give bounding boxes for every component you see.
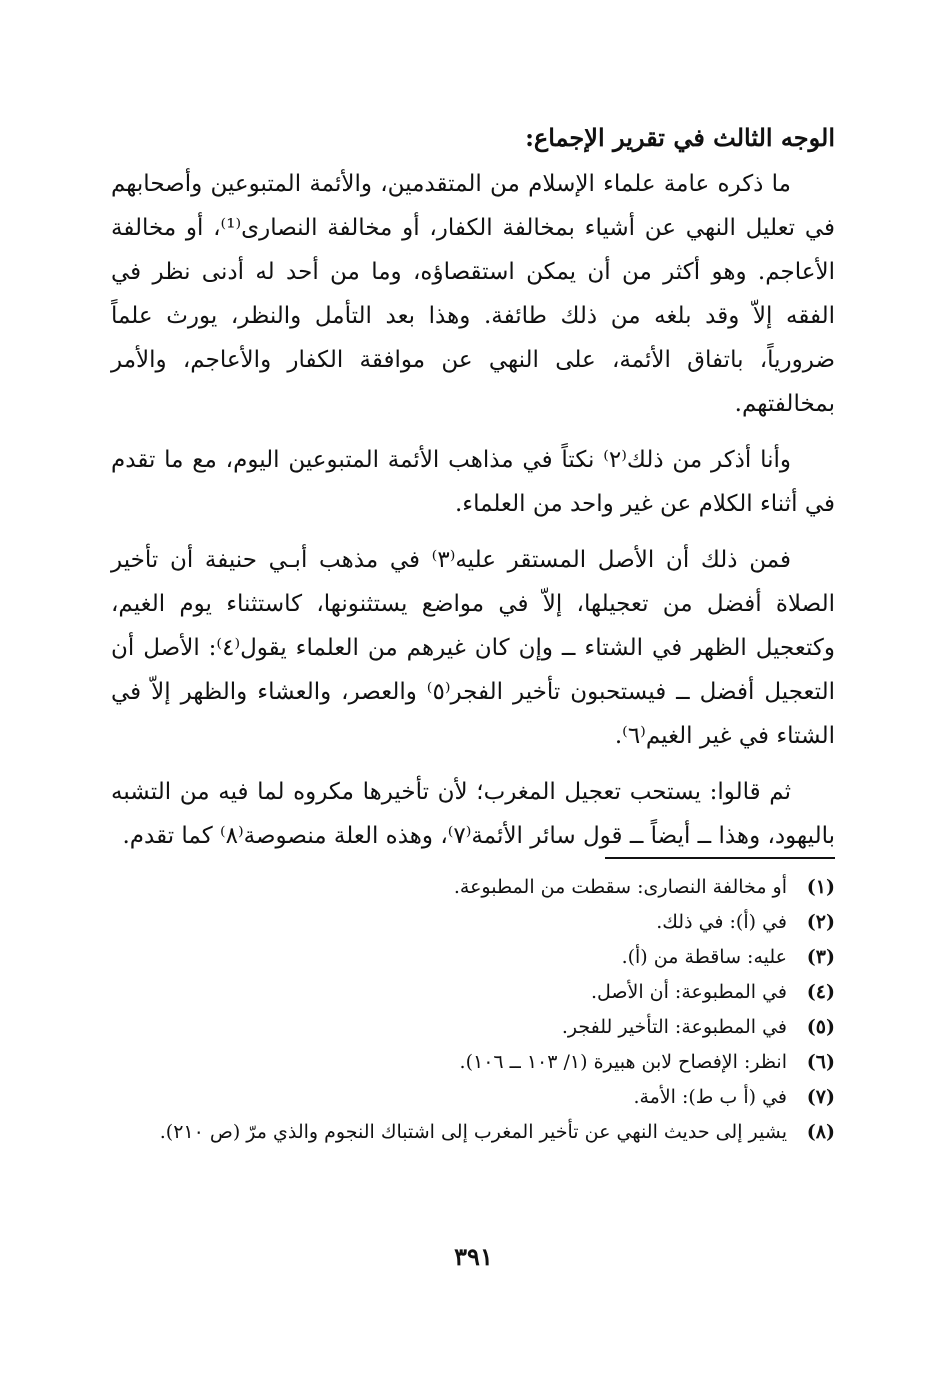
footnote-number: (٣) [806, 946, 835, 968]
footnote-item [111, 1115, 835, 1150]
footnotes-list [111, 870, 835, 1150]
footnote-number: (١) [806, 876, 835, 898]
footnote-text: في المطبوعة: التأخير للفجر. [561, 1016, 787, 1038]
footnote-text: في المطبوعة: أن الأصل. [590, 981, 787, 1003]
paragraph-2: وأنا أذكر من ذلك⁽٢⁾ نكتاً في مذاهب الأئمة المتبوعين اليوم، مع ما تقدم في أثناء الكلام عن غير واحد من العلماء. [111, 447, 835, 517]
footnote-item [111, 1045, 835, 1080]
footnote-number: (٥) [806, 1016, 835, 1038]
footnote-item [111, 1010, 835, 1045]
paragraph-4: ثم قالوا: يستحب تعجيل المغرب؛ لأن تأخيرها مكروه لما فيه من التشبه باليهود، وهذا ــ أيضاً ــ قول سائر الأئمة⁽٧⁾، وهذه العلة منصوصة⁽٨⁾ كما تقدم. [111, 779, 835, 849]
footnote-text: في (أ): في ذلك. [656, 911, 787, 933]
footnote-text: أو مخالفة النصارى: سقطت من المطبوعة. [453, 876, 787, 898]
footnote-item [111, 1080, 835, 1115]
footnote-text: انظر: الإفصاح لابن هبيرة (١/ ١٠٣ ــ ١٠٦). [459, 1051, 787, 1073]
footnote-text: عليه: ساقطة من (أ). [621, 946, 787, 968]
footnote-text: يشير إلى حديث النهي عن تأخير المغرب إلى اشتباك النجوم والذي مرّ (ص ٢١٠). [159, 1121, 787, 1143]
section-heading: الوجه الثالث في تقرير الإجماع: [525, 123, 835, 152]
footnote-item [111, 975, 835, 1010]
footnote-text: في (أ ب ط): الأمة. [633, 1086, 787, 1108]
body-text [111, 162, 835, 870]
footnote-item [111, 870, 835, 905]
footnote-number: (٨) [806, 1121, 835, 1143]
paragraph-3: فمن ذلك أن الأصل المستقر عليه⁽٣⁾ في مذهب أبـي حنيفة أن تأخير الصلاة أفضل من تعجيلها، إلاّ في مواضع يستثنونها، كاستثناء يوم الغيم، وكتعجيل الظهر في الشتاء ــ وإن كان غيرهم من العلماء يقول⁽٤⁾: الأصل أن التعجيل أفضل ــ فيستحبون تأخير الفجر⁽٥⁾ والعصر، والعشاء والظهر إلاّ في الشتاء في غير الغيم⁽٦⁾. [111, 547, 835, 749]
footnote-number: (٢) [806, 911, 835, 933]
footnote-divider [605, 857, 835, 859]
footnote-number: (٧) [806, 1086, 835, 1108]
footnote-item [111, 940, 835, 975]
footnote-number: (٦) [806, 1051, 835, 1073]
page-number: ٣٩١ [454, 1242, 493, 1271]
footnote-item [111, 905, 835, 940]
paragraph-1: ما ذكره عامة علماء الإسلام من المتقدمين، والأئمة المتبوعين وأصحابهم في تعليل النهي عن أشياء بمخالفة الكفار، أو مخالفة النصارى⁽¹⁾، أو مخالفة الأعاجم. وهو أكثر من أن يمكن استقصاؤه، وما من أحد له أدنى نظر في الفقه إلاّ وقد بلغه من ذلك طائفة. وهذا بعد التأمل والنظر، يورث علماً ضرورياً، باتفاق الأئمة، على النهي عن موافقة الكفار والأعاجم، والأمر بمخالفتهم. [111, 171, 835, 417]
footnote-number: (٤) [806, 981, 835, 1003]
